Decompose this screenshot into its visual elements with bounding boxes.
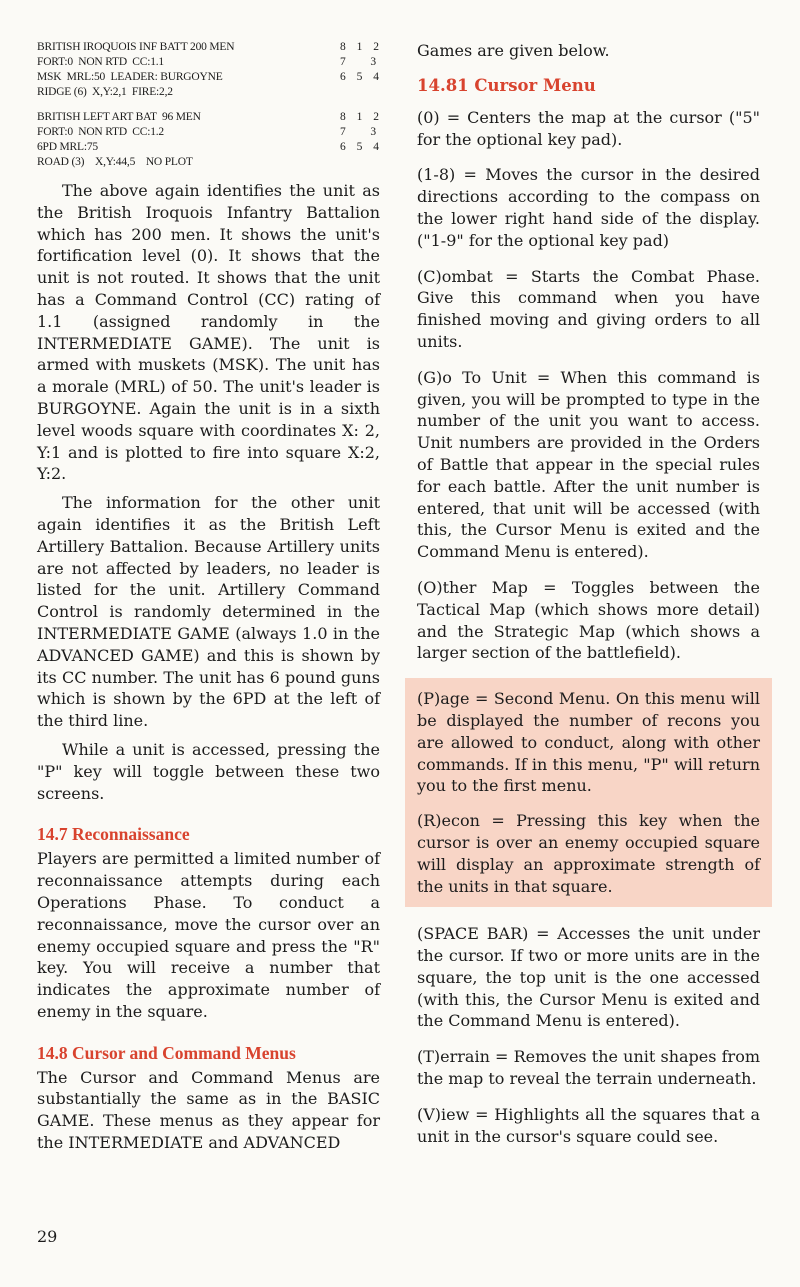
menu-item-space-bar: (SPACE BAR) = Accesses the unit under the cursor. If two or more units are in the square, the top unit is the one accessed (with this, the Cursor Menu is exited and the Command Menu is entered). <box>417 924 760 1031</box>
body-paragraph: Games are given below. <box>417 41 610 60</box>
menu-item-recon: (R)econ = Pressing this key when the cursor is over an enemy occupied square will display an approximate strength of the units in that square. <box>417 811 760 896</box>
menu-item-combat: (C)ombat = Starts the Combat Phase. Give this command when you have finished moving and giving orders to all units. <box>417 266 760 351</box>
section-heading-menus: 14.8 Cursor and Command Menus <box>37 1042 296 1063</box>
unit-screen-2-row: FORT:0 NON RTD CC:1.2 7 3 <box>37 126 381 138</box>
menu-item-terrain: (T)errain = Removes the unit shapes from the map to reveal the terrain underneath. <box>417 1047 760 1089</box>
unit-screen-1-row: BRITISH IROQUOIS INF BATT 200 MEN 8 1 2 <box>37 41 383 53</box>
intermediate-highlight-box <box>405 678 772 907</box>
subsection-heading-cursor-menu: 14.81 Cursor Menu <box>417 75 596 95</box>
body-paragraph: The Cursor and Command Menus are substantially the same as in the BASIC GAME. These menus as they appear for the INTERMEDIATE and ADVANCED <box>37 1067 380 1153</box>
unit-screen-2-row: BRITISH LEFT ART BAT 96 MEN 8 1 2 <box>37 111 383 123</box>
page-number: 29 <box>37 1227 58 1246</box>
menu-item-center: (0) = Centers the map at the cursor ("5" for the optional key pad). <box>417 107 760 149</box>
unit-screen-1 <box>37 40 383 100</box>
body-paragraph: The above again identifies the unit as the British Iroquois Infantry Battalion which has 200 men. It shows the unit's fortification level (0). It shows that the unit is not routed. It shows that the unit has a Command Control (CC) rating of 1.1 (assigned randomly in the INTERMEDIATE GAME). The unit is armed with muskets (MSK). The unit has a morale (MRL) of 50. The unit's leader is BURGOYNE. Again the unit is in a sixth level woods square with coordinates X: 2, Y:1 and is plotted to fire into square X:2, Y:2. <box>37 181 380 484</box>
unit-screen-2 <box>37 110 383 170</box>
unit-screen-1-row: FORT:0 NON RTD CC:1.1 7 3 <box>37 56 381 68</box>
body-paragraph: The information for the other unit again identifies it as the British Left Artillery Battalion. Because Artillery units are not affected by leaders, no leader is listed for the unit. Artillery Command Control is randomly determined in the INTERMEDIATE GAME (always 1.0 in the ADVANCED GAME) and this is shown by its CC number. The unit has 6 pound guns which is shown by the 6PD at the left of the third line. <box>37 493 380 731</box>
unit-screen-1-row: MSK MRL:50 LEADER: BURGOYNE 6 5 4 <box>37 71 383 83</box>
menu-item-view: (V)iew = Highlights all the squares that a unit in the cursor's square could see. <box>417 1104 760 1146</box>
menu-item-other-map: (O)ther Map = Toggles between the Tactical Map (which shows more detail) and the Strategic Map (which shows a larger section of the battlefield). <box>417 577 760 663</box>
body-paragraph: While a unit is accessed, pressing the "P" key will toggle between these two screens. <box>37 739 380 803</box>
unit-screen-2-row: 6PD MRL:75 6 5 4 <box>37 141 383 153</box>
menu-item-page: (P)age = Second Menu. On this menu will be displayed the number of recons you are allowed to conduct, along with other commands. If in this menu, "P" will return you to the first menu. <box>417 689 760 796</box>
body-paragraph: Players are permitted a limited number of reconnaissance attempts during each Operations Phase. To conduct a reconnaissance, move the cursor over an enemy occupied square and press the "R" key. You will receive a number that indicates the approximate number of enemy in the square. <box>37 849 380 1021</box>
right-column <box>417 40 760 1161</box>
menu-item-move: (1-8) = Moves the cursor in the desired directions according to the compass on the lower right hand side of the display. ("1-9" for the optional key pad) <box>417 165 760 250</box>
section-heading-reconnaissance: 14.7 Reconnaissance <box>37 824 190 845</box>
left-column <box>37 40 383 1161</box>
menu-item-goto-unit: (G)o To Unit = When this command is given, you will be prompted to type in the number of the unit you want to access. Unit numbers are provided in the Orders of Battle that appear in the special rules for each battle. After the unit number is entered, that unit will be accessed (with this, the Cursor Menu is exited and the Command Menu is entered). <box>417 367 760 562</box>
unit-screen-1-row: RIDGE (6) X,Y:2,1 FIRE:2,2 <box>37 86 173 98</box>
unit-screen-2-row: ROAD (3) X,Y:44,5 NO PLOT <box>37 156 193 168</box>
